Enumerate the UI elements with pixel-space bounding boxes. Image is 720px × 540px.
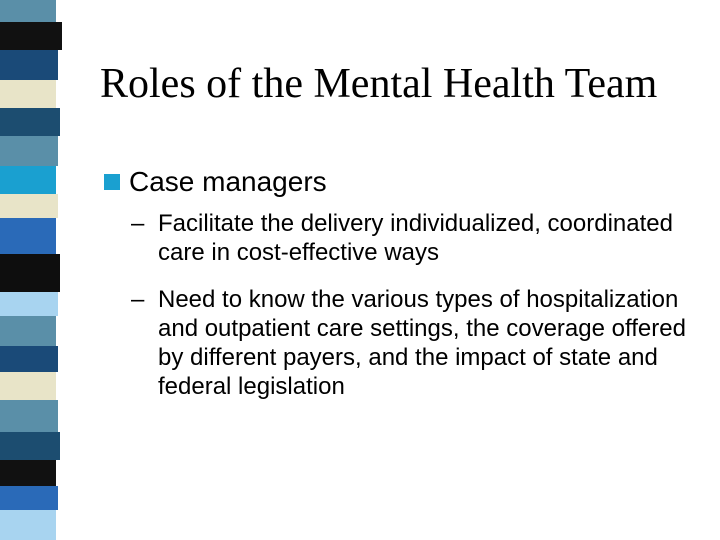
subbullet-text: Facilitate the delivery individualized, coordinated care in cost-effective ways <box>158 210 673 266</box>
stripe-block <box>0 346 58 372</box>
decorative-stripe <box>0 0 72 540</box>
subbullet-item <box>131 285 691 435</box>
stripe-block <box>0 194 58 218</box>
bullet-case-managers <box>100 162 700 202</box>
subbullet-item <box>131 209 691 269</box>
stripe-block <box>0 372 56 400</box>
stripe-block <box>0 316 56 346</box>
stripe-block <box>0 432 60 460</box>
dash-marker: – <box>131 286 145 313</box>
stripe-block <box>0 166 56 194</box>
dash-marker: – <box>131 210 145 237</box>
stripe-block <box>0 0 56 22</box>
subbullet-text: Need to know the various types of hospitalization and outpatient care settings, the coverage offered by different payers, and the impact of state and federal legislation <box>158 286 686 400</box>
stripe-block <box>0 22 62 50</box>
stripe-block <box>0 400 58 432</box>
stripe-block <box>0 292 58 316</box>
square-bullet-icon <box>104 174 120 190</box>
stripe-block <box>0 254 60 292</box>
stripe-block <box>0 80 56 108</box>
bullet-label: Case managers <box>129 166 327 197</box>
stripe-block <box>0 50 58 80</box>
stripe-block <box>0 486 58 510</box>
stripe-block <box>0 510 56 540</box>
stripe-block <box>0 136 58 166</box>
stripe-block <box>0 108 60 136</box>
slide-title: Roles of the Mental Health Team <box>100 61 658 107</box>
stripe-block <box>0 460 56 486</box>
stripe-block <box>0 218 56 254</box>
